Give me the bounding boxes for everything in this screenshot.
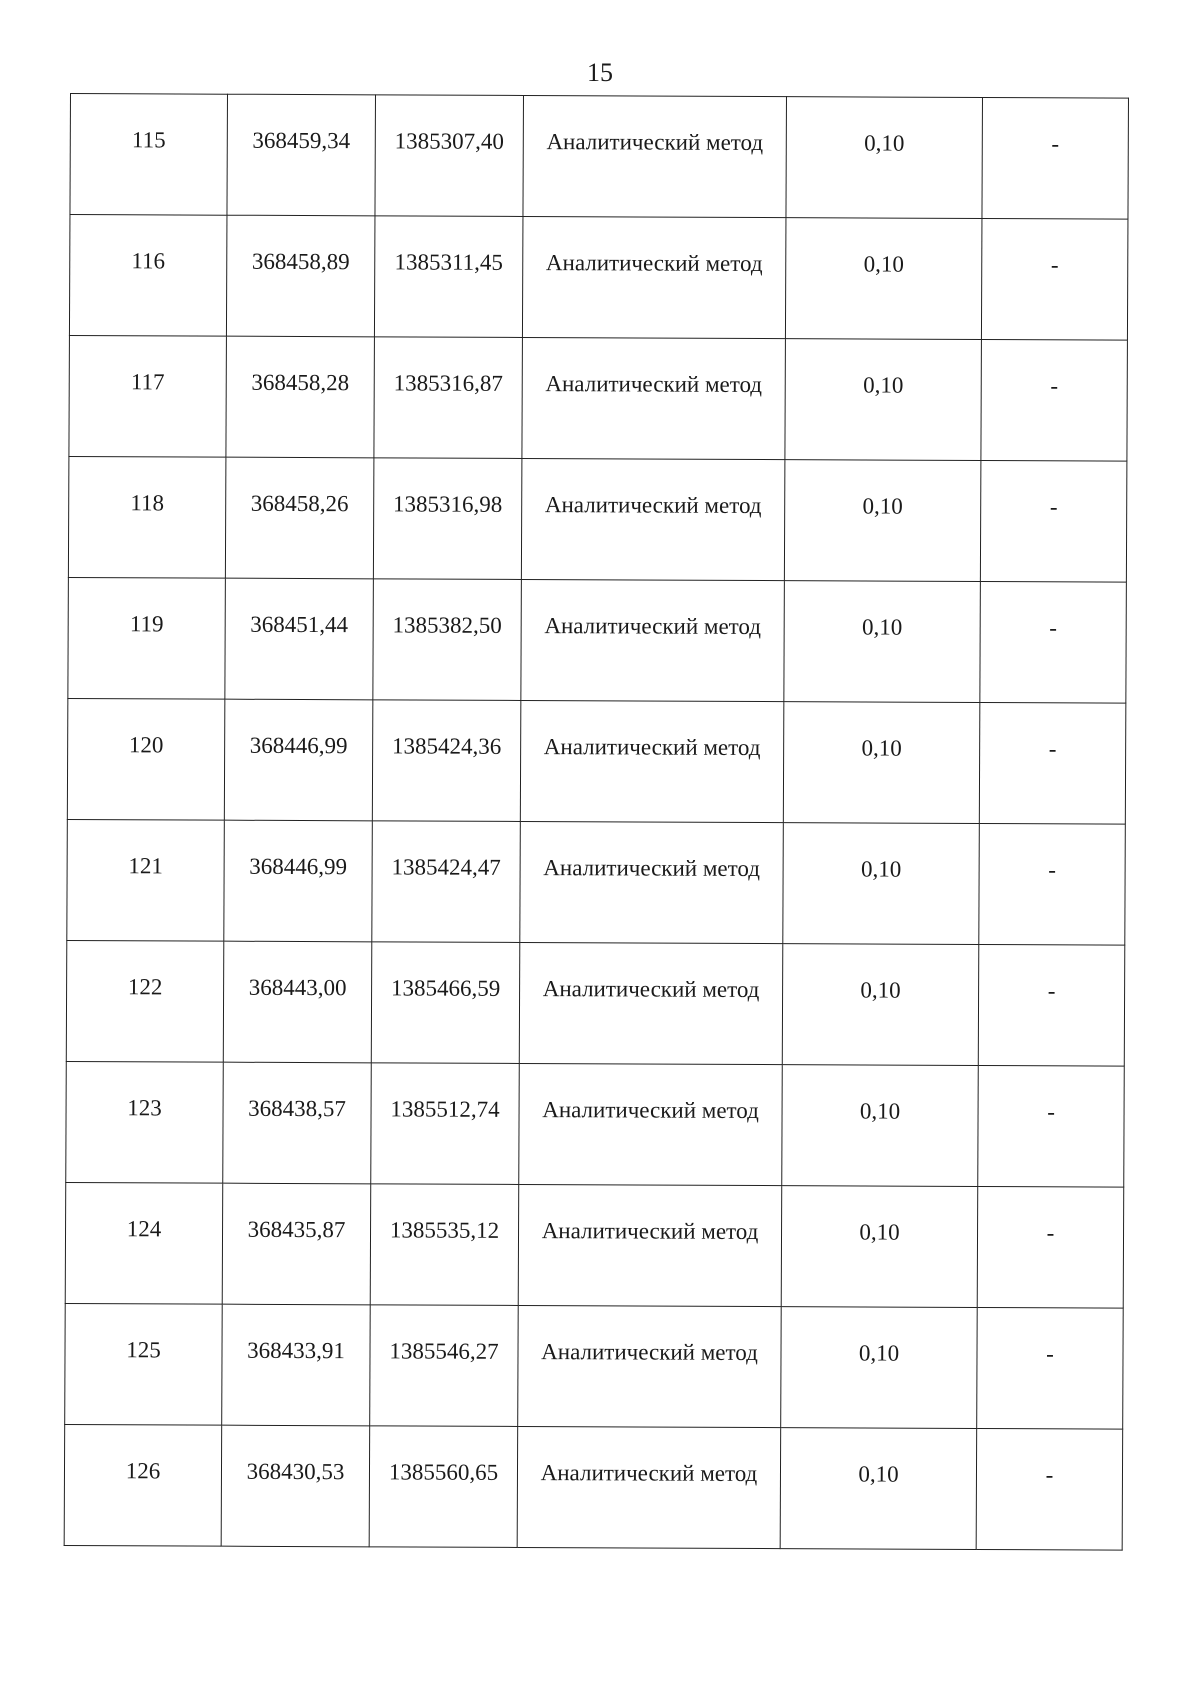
- coordinate-y: 1385424,36: [391, 733, 502, 759]
- coordinate-y-cell: [372, 821, 521, 943]
- coordinate-y-cell: [372, 700, 521, 822]
- table-row: [68, 456, 1127, 582]
- coordinate-y-cell: [370, 1184, 519, 1306]
- point-number-cell: [64, 1424, 222, 1546]
- method-cell: [519, 942, 783, 1064]
- note: -: [1047, 978, 1056, 1004]
- coordinate-x: 368430,53: [246, 1458, 345, 1485]
- coordinate-x-cell: [223, 941, 372, 1063]
- coordinate-y-cell: [373, 458, 522, 580]
- accuracy: 0,10: [863, 372, 904, 398]
- coordinate-y-cell: [369, 1426, 518, 1548]
- point-number-cell: [66, 940, 224, 1062]
- accuracy-cell: [786, 97, 983, 219]
- note-cell: [976, 1428, 1123, 1550]
- coordinate-y: 1385535,12: [389, 1217, 500, 1243]
- note-cell: [979, 823, 1126, 945]
- accuracy-cell: [783, 702, 980, 824]
- note: -: [1045, 1462, 1054, 1488]
- coordinate-x: 368458,89: [251, 248, 350, 275]
- coordinate-x: 368438,57: [248, 1095, 347, 1122]
- method: Аналитический метод: [542, 1097, 759, 1124]
- note-cell: [982, 97, 1129, 219]
- table-row: [69, 335, 1128, 461]
- coordinates-table-body: [64, 94, 1128, 1551]
- method-cell: [518, 1305, 782, 1427]
- point-number: 117: [130, 369, 165, 395]
- coordinate-y-cell: [371, 1063, 520, 1185]
- accuracy-cell: [782, 944, 979, 1066]
- coordinate-x: 368451,44: [250, 611, 349, 638]
- accuracy: 0,10: [858, 1340, 900, 1366]
- note: -: [1046, 1220, 1055, 1246]
- note-cell: [981, 218, 1128, 340]
- method: Аналитический метод: [545, 250, 763, 277]
- coordinate-y: 1385382,50: [392, 612, 502, 638]
- accuracy: 0,10: [858, 1461, 899, 1487]
- coordinate-x-cell: [222, 1304, 371, 1426]
- note-cell: [978, 1065, 1125, 1187]
- method: Аналитический метод: [546, 129, 764, 156]
- accuracy-cell: [782, 1065, 979, 1187]
- coordinate-y-cell: [371, 942, 520, 1064]
- coordinate-y: 1385311,45: [394, 249, 504, 275]
- accuracy-cell: [780, 1428, 977, 1550]
- method: Аналитический метод: [543, 734, 761, 761]
- accuracy: 0,10: [860, 977, 901, 1003]
- point-number: 125: [126, 1337, 161, 1363]
- method-cell: [523, 95, 787, 217]
- coordinate-y-cell: [375, 95, 524, 217]
- table-row: [65, 1303, 1124, 1429]
- coordinate-x: 368435,87: [247, 1216, 346, 1243]
- note-cell: [979, 702, 1126, 824]
- note: -: [1049, 494, 1058, 520]
- coordinate-x: 368446,99: [249, 732, 348, 759]
- coordinate-y: 1385307,40: [394, 128, 504, 154]
- coordinate-y: 1385560,65: [388, 1459, 499, 1485]
- coordinate-x: 368443,00: [248, 974, 347, 1001]
- note: -: [1048, 736, 1057, 762]
- point-number: 118: [130, 490, 165, 516]
- note: -: [1046, 1341, 1054, 1367]
- method-cell: [522, 337, 786, 459]
- accuracy-cell: [781, 1307, 978, 1429]
- note-cell: [980, 460, 1127, 582]
- coordinate-x-cell: [227, 94, 376, 216]
- table-row: [66, 940, 1125, 1066]
- method: Аналитический метод: [541, 1218, 759, 1245]
- point-number-cell: [65, 1303, 223, 1425]
- coordinate-y: 1385466,59: [390, 975, 501, 1001]
- coordinate-x-cell: [224, 820, 373, 942]
- note: -: [1047, 1099, 1055, 1125]
- table-row: [65, 1182, 1124, 1308]
- table-row: [68, 577, 1127, 703]
- method-cell: [520, 821, 784, 943]
- method: Аналитический метод: [540, 1460, 758, 1487]
- point-number-cell: [65, 1182, 223, 1304]
- point-number: 126: [125, 1458, 161, 1484]
- point-number: 120: [128, 732, 164, 758]
- coordinate-y: 1385424,47: [391, 854, 501, 880]
- point-number: 123: [127, 1095, 162, 1121]
- method: Аналитический метод: [541, 1339, 758, 1366]
- note-cell: [977, 1186, 1124, 1308]
- coordinate-x: 368458,28: [251, 369, 350, 396]
- point-number: 116: [131, 248, 166, 274]
- table-row: [67, 698, 1126, 824]
- coordinate-x-cell: [224, 699, 373, 821]
- page-number: 15: [587, 58, 613, 87]
- note-cell: [980, 581, 1127, 703]
- method: Аналитический метод: [544, 613, 762, 640]
- method: Аналитический метод: [542, 976, 760, 1003]
- point-number: 115: [131, 127, 166, 153]
- coordinate-y: 1385316,98: [393, 491, 503, 517]
- note: -: [1050, 373, 1059, 399]
- accuracy-cell: [785, 339, 982, 461]
- accuracy: 0,10: [861, 614, 903, 640]
- note: -: [1048, 857, 1057, 883]
- coordinate-x-cell: [223, 1062, 372, 1184]
- method-cell: [517, 1426, 781, 1548]
- method-cell: [522, 216, 786, 338]
- method-cell: [521, 579, 785, 701]
- accuracy-cell: [781, 1186, 978, 1308]
- note: -: [1050, 252, 1059, 278]
- accuracy: 0,10: [862, 493, 903, 519]
- accuracy: 0,10: [863, 251, 904, 277]
- point-number-cell: [67, 698, 225, 820]
- point-number: 122: [127, 974, 163, 1000]
- coordinate-x-cell: [221, 1425, 370, 1547]
- note-cell: [977, 1307, 1124, 1429]
- method-cell: [521, 458, 785, 580]
- coordinate-y-cell: [373, 579, 522, 701]
- accuracy: 0,10: [861, 735, 902, 761]
- method: Аналитический метод: [545, 371, 763, 398]
- coordinate-x: 368446,99: [249, 853, 348, 880]
- accuracy: 0,10: [864, 130, 905, 156]
- coordinate-y-cell: [374, 216, 523, 338]
- note: -: [1051, 131, 1060, 157]
- point-number: 121: [128, 853, 163, 879]
- coordinate-x-cell: [226, 215, 375, 337]
- method-cell: [520, 700, 784, 822]
- coordinate-y: 1385316,87: [393, 370, 503, 396]
- coordinate-x-cell: [225, 578, 374, 700]
- accuracy: 0,10: [859, 1098, 901, 1124]
- coordinate-x: 368459,34: [252, 127, 351, 154]
- point-number-cell: [68, 456, 226, 578]
- method-cell: [518, 1184, 782, 1306]
- coordinate-x: 368458,26: [250, 490, 349, 517]
- point-number: 119: [129, 611, 164, 637]
- point-number-cell: [69, 335, 227, 457]
- note-cell: [978, 944, 1125, 1066]
- accuracy-cell: [785, 218, 982, 340]
- coordinate-x-cell: [226, 336, 375, 458]
- point-number-cell: [69, 215, 227, 337]
- point-number-cell: [66, 1061, 224, 1183]
- point-number: 124: [126, 1216, 162, 1242]
- coordinate-y: 1385512,74: [390, 1096, 500, 1122]
- point-number-cell: [68, 577, 226, 699]
- coordinate-x: 368433,91: [247, 1337, 345, 1364]
- accuracy-cell: [783, 823, 980, 945]
- table-row: [64, 1424, 1123, 1550]
- note-cell: [981, 339, 1128, 461]
- coordinate-y: 1385546,27: [389, 1338, 499, 1364]
- coordinate-y-cell: [374, 337, 523, 459]
- method: Аналитический метод: [544, 492, 762, 519]
- accuracy: 0,10: [859, 1219, 900, 1245]
- method: Аналитический метод: [543, 855, 760, 882]
- method-cell: [519, 1063, 783, 1185]
- accuracy-cell: [784, 460, 981, 582]
- table-row: [66, 1061, 1125, 1187]
- table-row: [69, 215, 1128, 341]
- point-number-cell: [67, 819, 225, 941]
- coordinates-table: [64, 93, 1129, 1551]
- coordinate-y-cell: [370, 1305, 519, 1427]
- note: -: [1049, 615, 1058, 641]
- table-row: [70, 94, 1129, 220]
- accuracy-cell: [784, 581, 981, 703]
- point-number-cell: [70, 94, 228, 216]
- table-row: [67, 819, 1126, 945]
- coordinate-x-cell: [225, 457, 374, 579]
- coordinate-x-cell: [222, 1183, 371, 1305]
- accuracy: 0,10: [860, 856, 902, 882]
